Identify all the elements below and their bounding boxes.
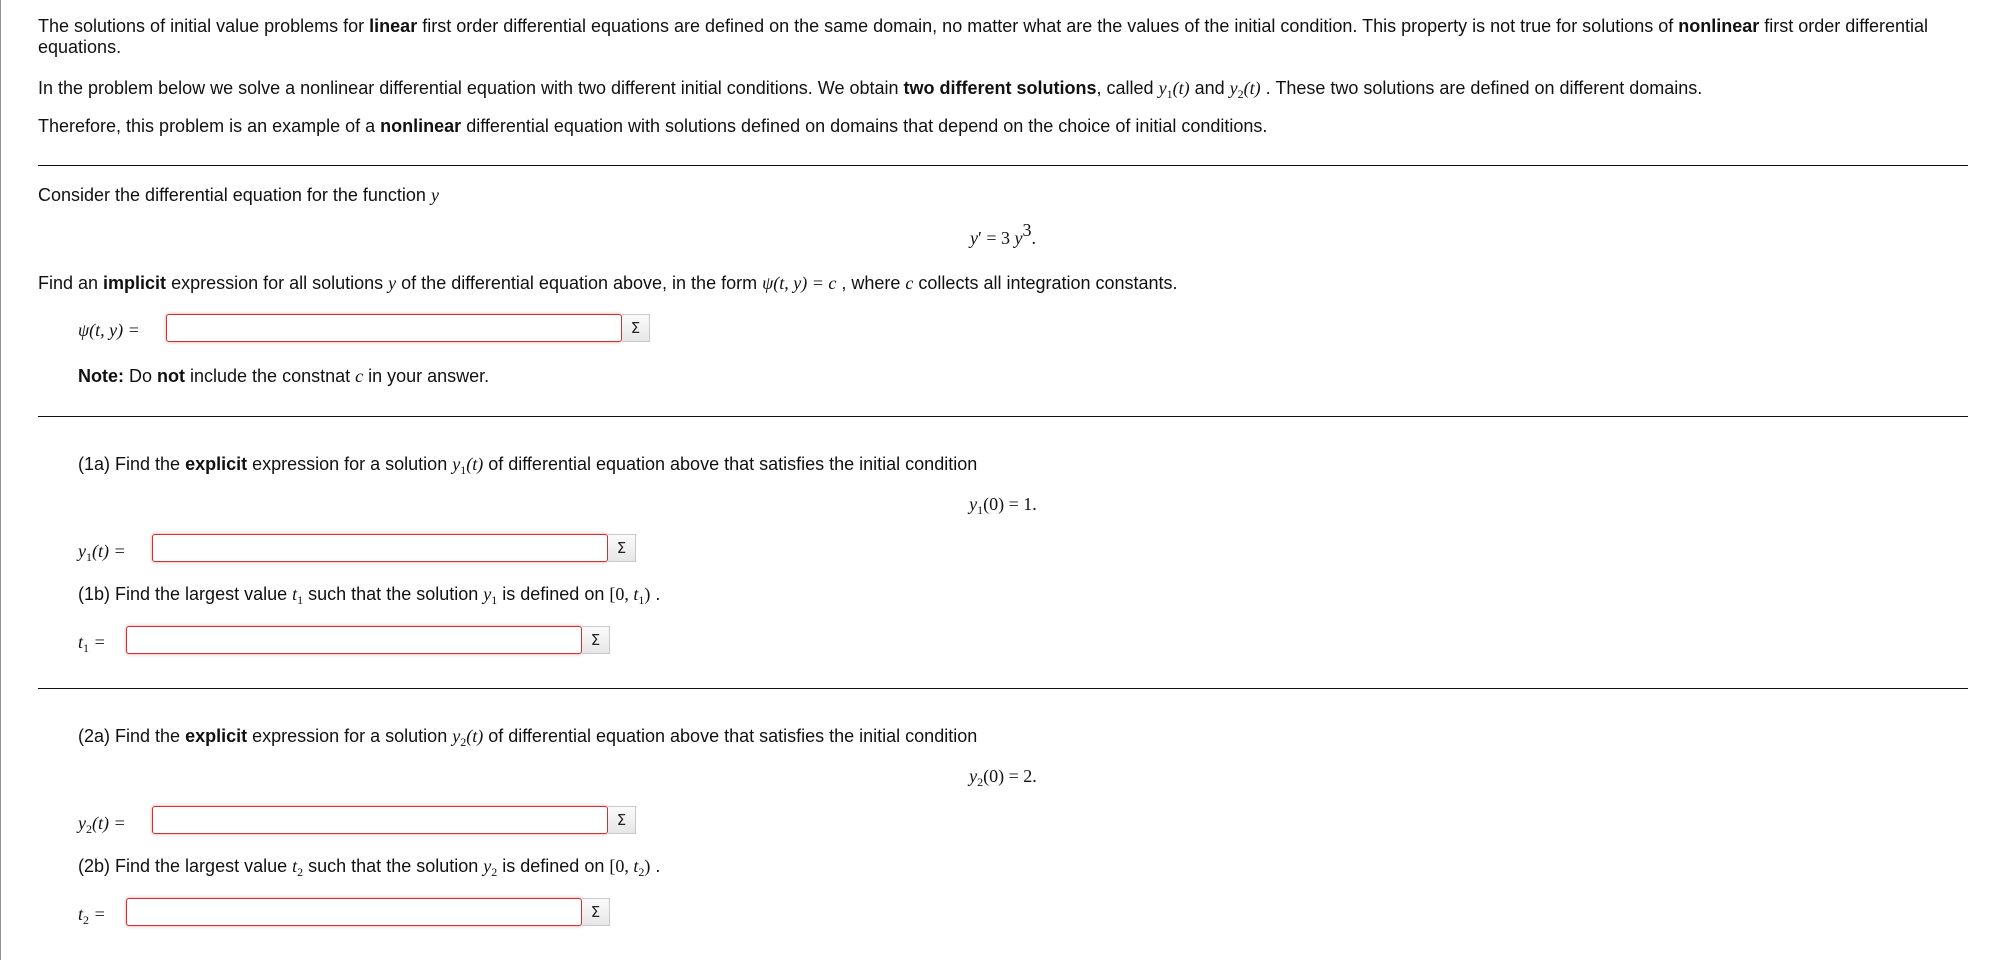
t1-sigma-button[interactable]: Σ [582, 626, 610, 654]
consider-text: Consider the differential equation for the function y [38, 185, 439, 205]
y1-answer-group [152, 534, 636, 562]
intro-paragraph-1: The solutions of initial value problems for linear first order differential equations are defined on the same domain, no matter what are the values of the initial condition. This property is not true for solutions of nonlinear first order differential equations. [38, 16, 1929, 57]
t2-answer-group [126, 898, 610, 926]
y2-sigma-button[interactable]: Σ [608, 806, 636, 834]
intro-paragraph-2: In the problem below we solve a nonlinear differential equation with two different initial conditions. We obtain two different solutions, called $y_1(t)$ and $y_2(t)$ . These two solutions are defined on different domains. [38, 78, 1703, 101]
question-2a: (2a) Find the explicit expression for a solution $y_2(t)$ of differential equation above that satisfies the initial condition [78, 726, 978, 749]
question-2b: (2b) Find the largest value $t_2$ such that the solution $y_2$ is defined on [0, $t_2$) . [78, 856, 661, 879]
question-1b: (1b) Find the largest value $t_1$ such that the solution $y_1$ is defined on [0, $t_1$) . [78, 584, 661, 607]
initial-condition-2: $y_2(0) = 2$. [969, 766, 1037, 789]
y1-input[interactable] [152, 534, 608, 562]
divider-1 [38, 165, 1968, 166]
implicit-note: Note: Do not include the constnat c in your answer. [78, 366, 490, 386]
divider-3 [38, 688, 1968, 689]
psi-answer-group [166, 314, 650, 342]
y2-input[interactable] [152, 806, 608, 834]
y1-label: $y_1(t)$ = [78, 541, 126, 564]
initial-condition-1: $y_1(0) = 1$. [969, 494, 1037, 517]
math-y1t: $y_1(t)$ [1158, 78, 1190, 101]
left-border [0, 0, 1, 960]
t2-input[interactable] [126, 898, 582, 926]
t1-answer-group [126, 626, 610, 654]
differential-equation: y′ = 3 $y^3$. [969, 220, 1037, 248]
t1-input[interactable] [126, 626, 582, 654]
math-y2t: $y_2(t)$ [1229, 78, 1261, 101]
y2-label: $y_2(t)$ = [78, 813, 126, 836]
divider-2 [38, 416, 1968, 417]
t2-label: $t_2$ = [78, 904, 106, 927]
t1-label: $t_1$ = [78, 632, 106, 655]
intro-paragraph-3: Therefore, this problem is an example of a nonlinear differential equation with solutions defined on domains that depend on the choice of initial conditions. [38, 116, 1268, 136]
psi-sigma-button[interactable]: Σ [622, 314, 650, 342]
y1-sigma-button[interactable]: Σ [608, 534, 636, 562]
psi-input[interactable] [166, 314, 622, 342]
psi-label: ψ(t, y) = [78, 320, 140, 340]
implicit-question: Find an implicit expression for all solutions y of the differential equation above, in the form ψ(t, y) = c , where c collects all integration constants. [38, 273, 1178, 293]
y2-answer-group [152, 806, 636, 834]
question-1a: (1a) Find the explicit expression for a solution $y_1(t)$ of differential equation above that satisfies the initial condition [78, 454, 978, 477]
t2-sigma-button[interactable]: Σ [582, 898, 610, 926]
